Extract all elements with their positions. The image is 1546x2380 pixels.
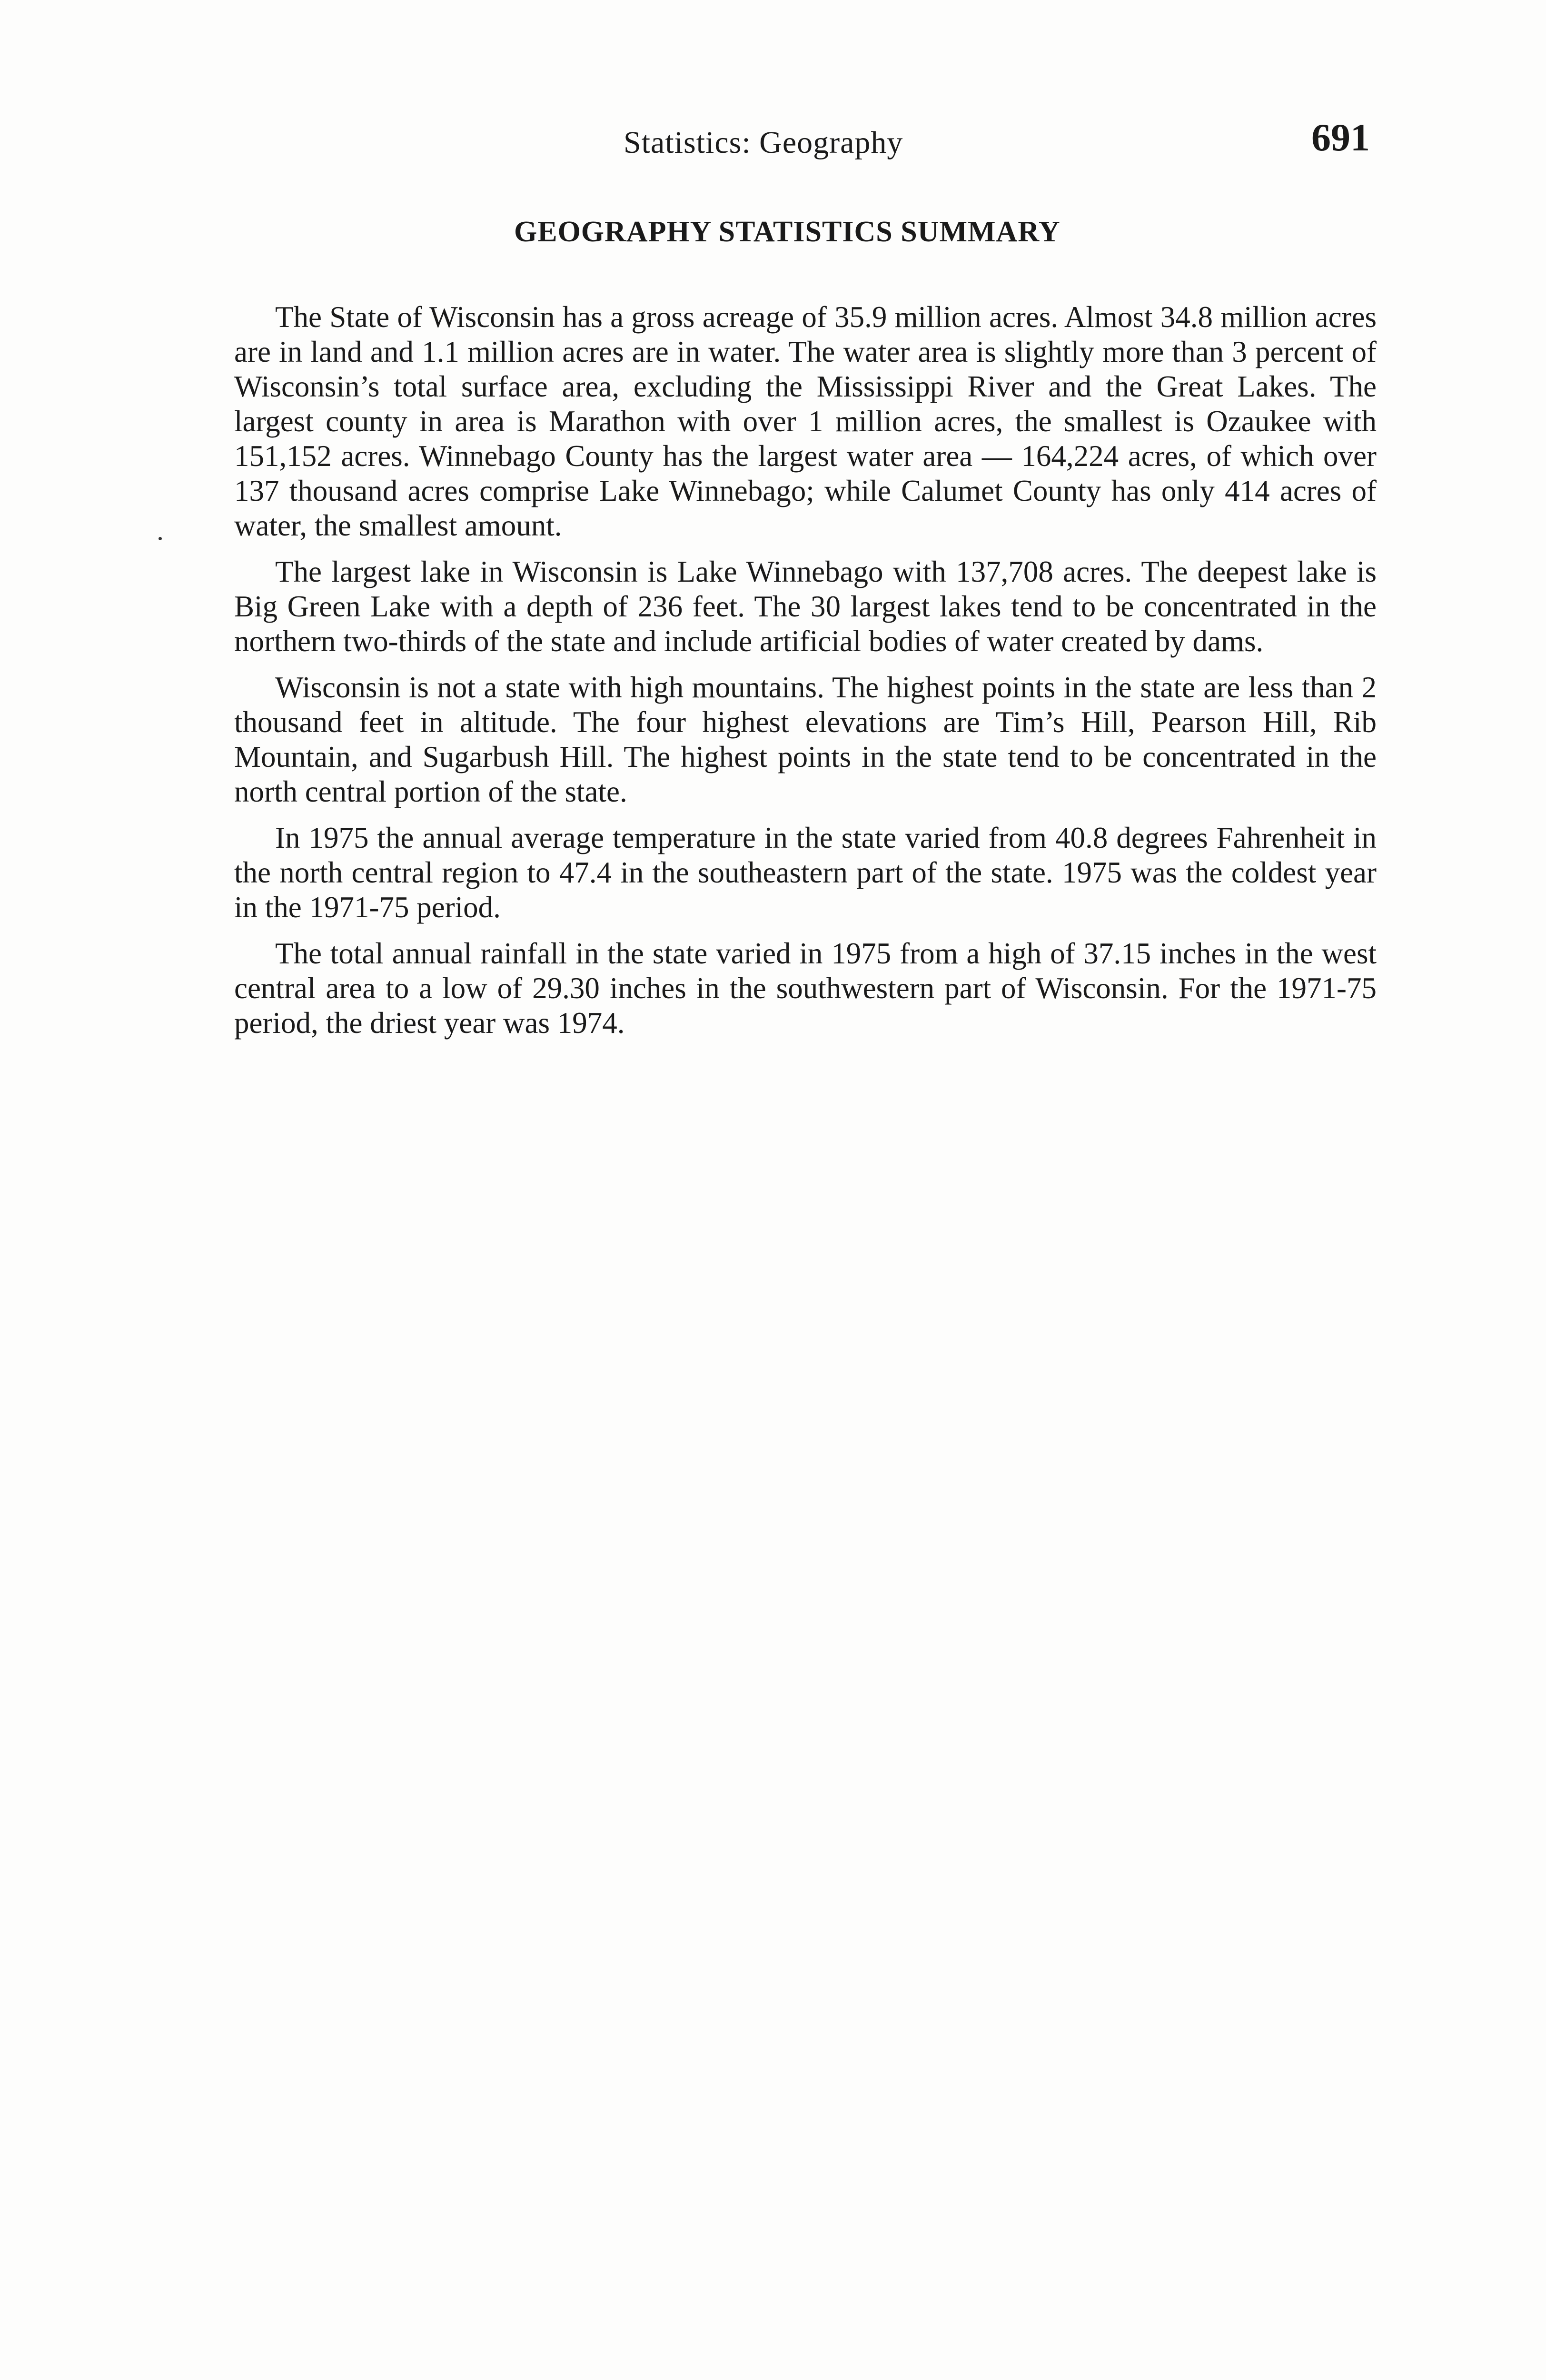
paragraph-temperature: In 1975 the annual average temperature in the state varied from 40.8 degrees Fahrenheit in the north central region to 47.4 in the southeastern part of the state. 1975 was the coldest year in the 1971-75 period. — [234, 821, 1377, 924]
stray-dot-mark — [159, 537, 162, 540]
paragraph-acreage: The State of Wisconsin has a gross acreage of 35.9 million acres. Almost 34.8 million acres are in land and 1.1 million acres are in water. The water area is slightly more than 3 percent of Wisconsin’s total surface area, excluding the Mississippi River and the Great Lakes. The largest county in area is Marathon with over 1 million acres, the smallest is Ozaukee with 151,152 acres. Winnebago County has the largest water area — 164,224 acres, of which over 137 thousand acres comprise Lake Winnebago; while Calumet County has only 414 acres of water, the smallest amount. — [234, 300, 1377, 542]
paragraph-rainfall: The total annual rainfall in the state varied in 1975 from a high of 37.15 inches in the west central area to a low of 29.30 inches in the southwestern part of Wisconsin. For the 1971-75 period, the driest year was 1974. — [234, 937, 1377, 1040]
running-head: Statistics: Geography — [624, 125, 903, 160]
body-text — [234, 300, 1377, 1052]
page-number: 691 — [1311, 116, 1370, 159]
paragraph-lakes: The largest lake in Wisconsin is Lake Winnebago with 137,708 acres. The deepest lake is Big Green Lake with a depth of 236 feet. The 30 largest lakes tend to be concentrated in the northern two-thirds of the state and include artificial bodies of water created by dams. — [234, 555, 1377, 658]
paragraph-elevations: Wisconsin is not a state with high mountains. The highest points in the state are less than 2 thousand feet in altitude. The four highest elevations are Tim’s Hill, Pearson Hill, Rib Mountain, and Sugarbush Hill. The highest points in the state tend to be concentrated in the north central portion of the state. — [234, 671, 1377, 808]
section-title: GEOGRAPHY STATISTICS SUMMARY — [514, 216, 1060, 248]
